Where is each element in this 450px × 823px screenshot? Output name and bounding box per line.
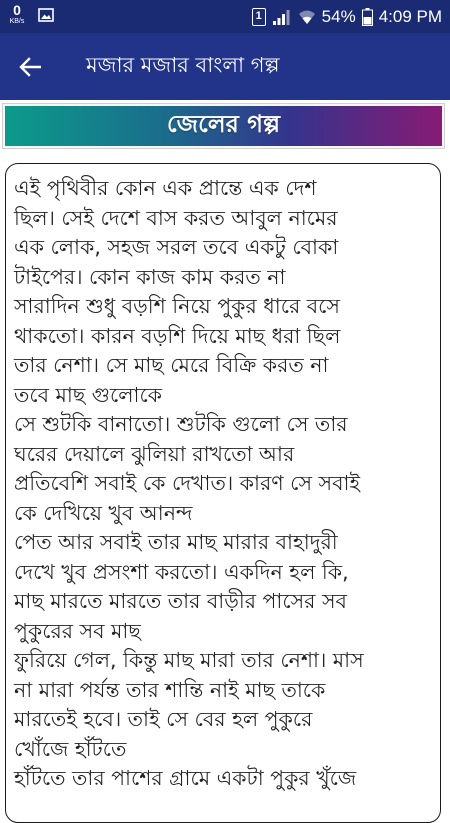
battery-percent: 54% bbox=[321, 6, 356, 26]
battery-icon bbox=[362, 8, 373, 26]
app-bar bbox=[0, 33, 450, 100]
story-body: এই পৃথিবীর কোন এক প্রান্তে এক দেশ ছিল। সেই দেশে বাস করত আবুল নামের এক লোক, সহজ সরল তবে একটু বোকা টাইপের। কোন কাজ কাম করত না সারাদিন শুধু বড়শি নিয়ে পুকুর ধারে বসে থাকতো। কারন বড়শি দিয়ে মাছ ধরা ছিল তার নেশা। সে মাছ মেরে বিক্রি করত না তবে মাছ গুলোকে সে শুটকি বানাতো। শুটকি গুলো সে তার ঘরের দেয়ালে ঝুলিয়া রাখতো আর প্রতিবেশি সবাই কে দেখাত। কারণ সে সবাই কে দেখিয়ে খুব আনন্দ পেত আর সবাই তার মাছ মারার বাহাদুরী দেখে খুব প্রসংশা করতো। একদিন হল কি, মাছ মারতে মারতে তার বাড়ীর পাসের সব পুকুরের সব মাছ ফুরিয়ে গেল, কিন্তু মাছ মারা তার নেশা। মাস না মারা পর্যন্ত তার শান্তি নাই মাছ তাকে মারতেই হবে। তাই সে বের হল পুকুরে খোঁজে হাঁটতে হাঁটতে তার পাশের গ্রামে একটা পুকুর খুঁজে bbox=[14, 176, 364, 790]
gallery-icon bbox=[38, 8, 54, 22]
signal-bars-icon bbox=[272, 8, 292, 26]
story-card[interactable] bbox=[5, 163, 441, 823]
wifi-icon bbox=[298, 9, 316, 25]
story-title: জেলের গল্প bbox=[166, 110, 281, 138]
arrow-left-icon bbox=[19, 57, 41, 77]
app-title: মজার মজার বাংলা গল্প bbox=[86, 53, 280, 77]
network-speed-indicator bbox=[6, 3, 28, 25]
network-speed-unit: KB/s bbox=[9, 18, 25, 25]
story-header bbox=[3, 104, 444, 148]
status-left bbox=[6, 3, 54, 25]
status-bar bbox=[0, 0, 450, 33]
back-button[interactable] bbox=[12, 50, 48, 84]
network-speed-value: 0 bbox=[13, 2, 21, 18]
status-right bbox=[252, 0, 442, 33]
sim-slot-badge: 1 bbox=[252, 8, 266, 26]
clock: 4:09 PM bbox=[378, 6, 442, 26]
